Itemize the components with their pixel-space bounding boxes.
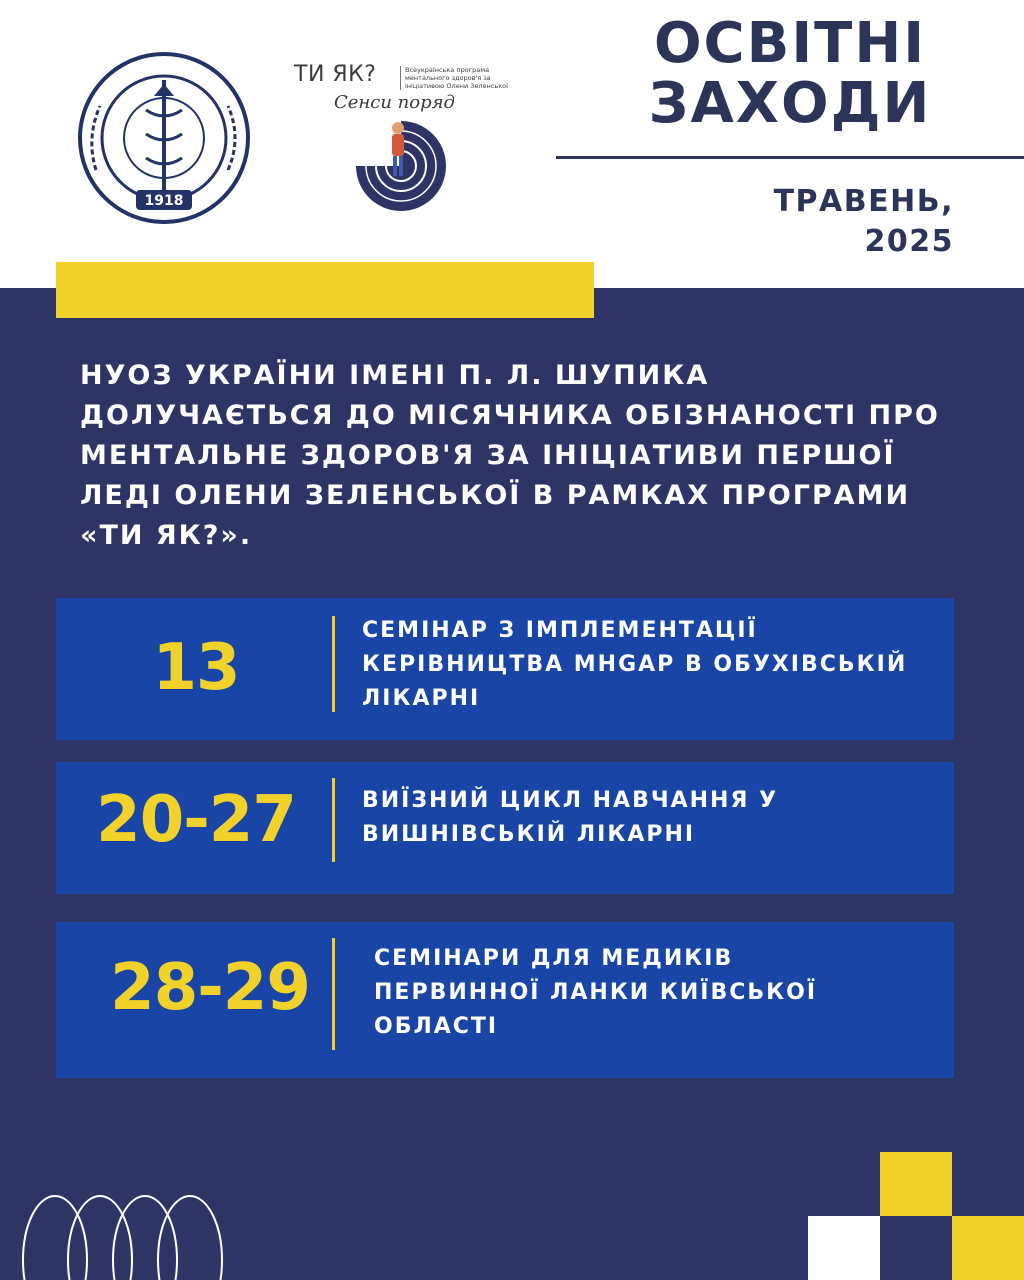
seal-year: 1918 <box>144 193 184 209</box>
decor-square <box>952 1216 1024 1280</box>
decor-square <box>808 1216 880 1280</box>
event-date: 28-29 <box>110 951 310 1025</box>
date-label <box>774 182 954 262</box>
seal-icon <box>76 50 252 226</box>
intro-text: НУОЗ УКРАЇНИ ІМЕНІ П. Л. ШУПИКА ДОЛУЧАЄТЬСЯ ДО МІСЯЧНИКА ОБІЗНАНОСТІ ПРО МЕНТАЛЬНЕ ЗДОРОВ'Я ЗА ІНІЦІАТИВИ ПЕРШОЇ ЛЕДІ ОЛЕНИ ЗЕЛЕНСЬКОЇ В РАМКАХ ПРОГРАМИ «ТИ ЯК?». <box>80 360 940 551</box>
date-year: 2025 <box>864 224 954 259</box>
decor-square <box>880 1152 952 1216</box>
maze-person-icon <box>346 116 456 216</box>
tyyak-brand: ТИ ЯК? <box>294 62 377 87</box>
title-line-2: ЗАХОДИ <box>648 71 932 136</box>
event-card <box>56 922 954 1078</box>
title-line-1: ОСВІТНІ <box>653 11 927 76</box>
page-title <box>556 11 1024 136</box>
tyyak-tagline: Сенси поряд <box>334 92 455 113</box>
event-divider <box>332 938 335 1050</box>
event-date: 20-27 <box>96 783 296 857</box>
event-card <box>56 598 954 740</box>
event-description <box>374 942 817 1044</box>
event-card <box>56 762 954 894</box>
event-divider <box>332 616 335 712</box>
event-line: ОБЛАСТІ <box>374 1014 499 1039</box>
university-seal-logo <box>76 50 252 226</box>
tyyak-subtitle: Всеукраїнська програма ментального здоров'я за ініціативою Олени Зеленської <box>400 66 525 90</box>
event-line: СЕМІНАРИ ДЛЯ МЕДИКІВ <box>374 946 734 971</box>
tyyak-logo <box>290 58 530 218</box>
decorative-circles <box>0 1180 250 1280</box>
title-divider <box>556 156 1024 159</box>
event-line: ВИШНІВСЬКІЙ ЛІКАРНІ <box>362 822 696 847</box>
date-month: ТРАВЕНЬ, <box>773 184 954 219</box>
yellow-accent-bar <box>56 262 594 318</box>
event-line: ПЕРВИННОЇ ЛАНКИ КИЇВСЬКОЇ <box>374 980 818 1005</box>
event-line: ЛІКАРНІ <box>362 686 481 711</box>
event-line: ВИЇЗНИЙ ЦИКЛ НАВЧАННЯ У <box>362 788 779 813</box>
event-divider <box>332 778 335 862</box>
event-description <box>362 614 907 716</box>
event-description <box>362 784 778 852</box>
event-date: 13 <box>152 631 240 705</box>
event-line: СЕМІНАР З ІМПЛЕМЕНТАЦІЇ <box>362 618 758 643</box>
event-line: КЕРІВНИЦТВА MHGAP В ОБУХІВСЬКІЙ <box>362 652 908 677</box>
